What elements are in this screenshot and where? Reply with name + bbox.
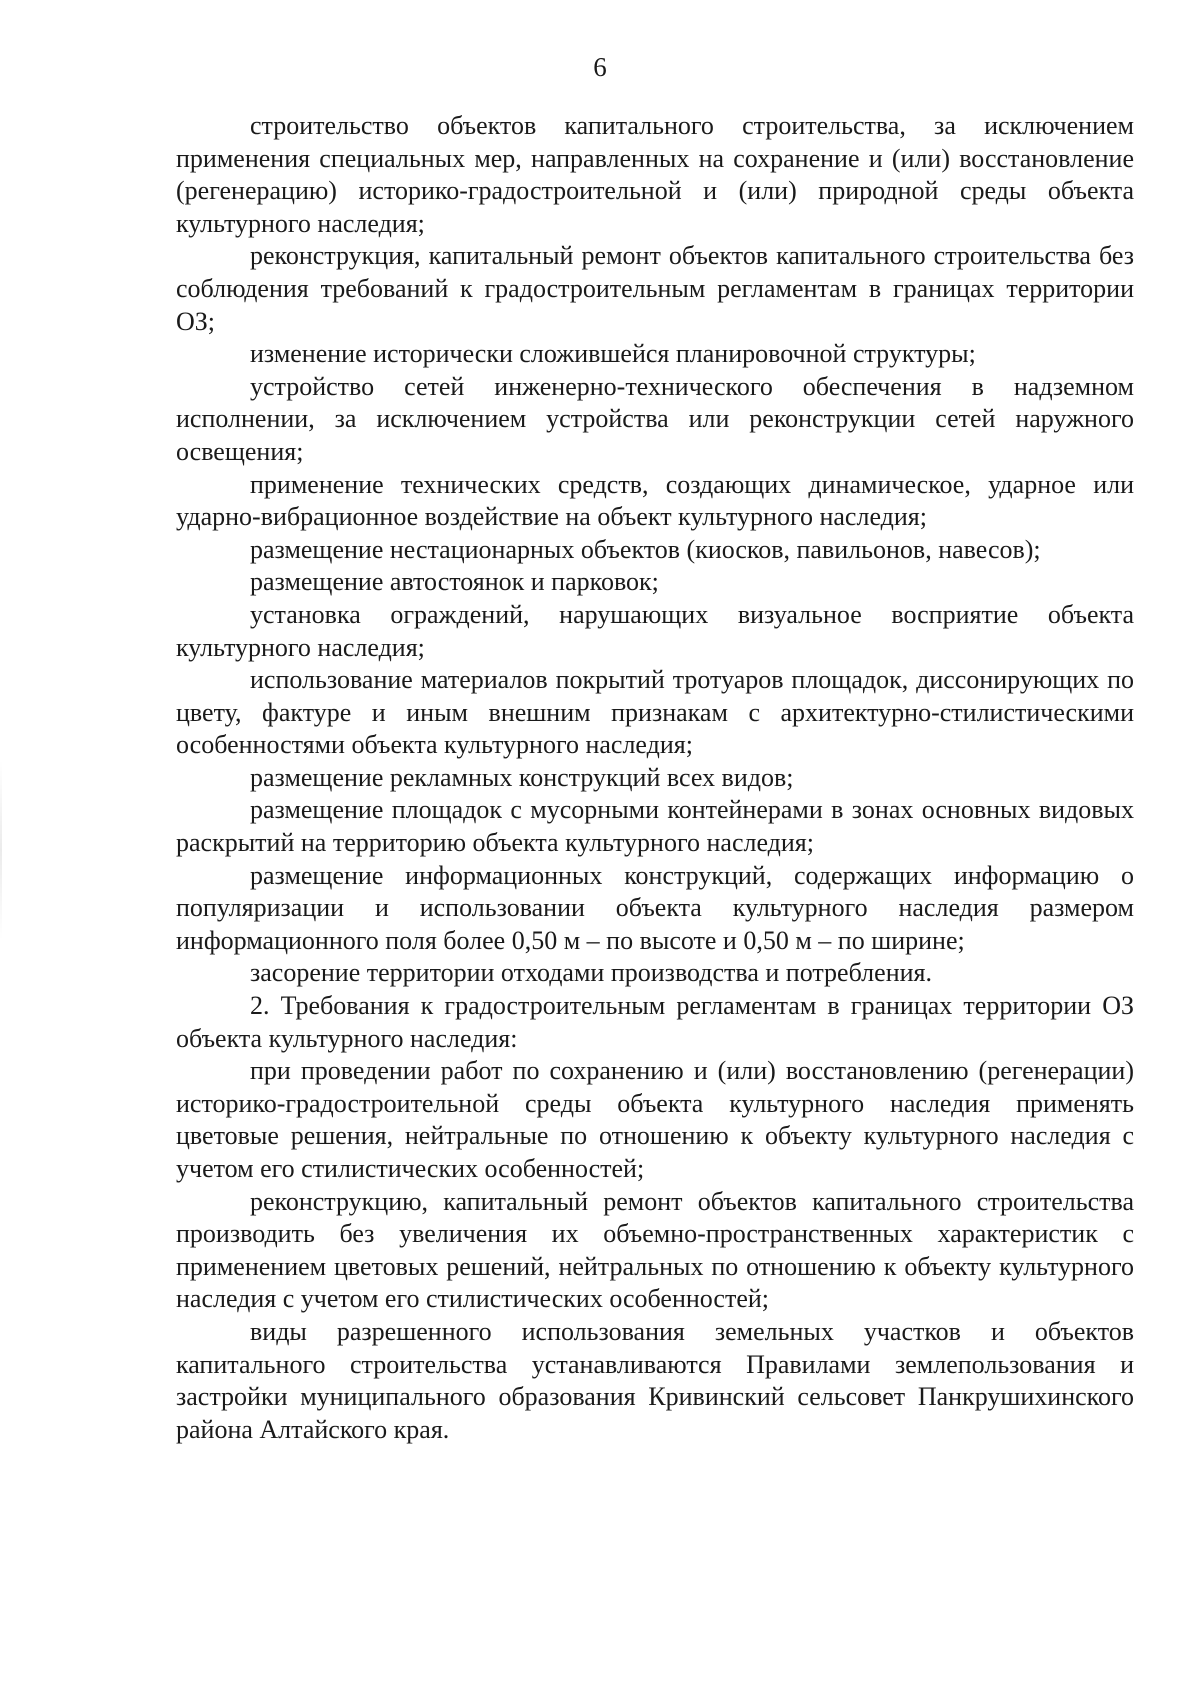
paragraph-construction-restriction: строительство объектов капитального строительства, за исключением применения специальных мер, направленных на сохранение и (или) восстановление (регенерацию) историко-градостроительной и (или) природной среды объекта культурного наследия; xyxy=(176,111,1134,238)
paragraph-waste-containers: размещение площадок с мусорными контейнерами в зонах основных видовых раскрытий на территорию объекта культурного наследия; xyxy=(176,795,1134,858)
paragraph-nonstationary-objects: размещение нестационарных объектов (киосков, павильонов, навесов); xyxy=(250,534,1041,564)
paragraph-parking: размещение автостоянок и парковок; xyxy=(250,567,659,597)
paragraph-color-solutions: при проведении работ по сохранению и (или) восстановлению (регенерации) историко-градостроительной среды объекта культурного наследия применять цветовые решения, нейтральные по отношению к объекту культурного наследия с учетом его стилистических особенностей; xyxy=(176,1056,1134,1183)
paragraph-advertising: размещение рекламных конструкций всех видов; xyxy=(250,762,794,792)
paragraph-fences: установка ограждений, нарушающих визуальное восприятие объекта культурного наследия; xyxy=(176,599,1134,662)
paragraph-reconstruction-requirements: реконструкцию, капитальный ремонт объектов капитального строительства производить без увеличения их объемно-пространственных характеристик с применением цветовых решений, нейтральных по отношению к объекту культурного наследия с учетом его стилистических особенностей; xyxy=(176,1186,1134,1314)
paragraph-technical-means: применение технических средств, создающих динамическое, ударное или ударно-вибрационное воздействие на объект культурного наследия; xyxy=(176,469,1134,532)
paragraph-littering: засорение территории отходами производства и потребления. xyxy=(250,958,932,988)
paragraph-land-use-types: виды разрешенного использования земельных участков и объектов капитального строительства устанавливаются Правилами землепользования и застройки муниципального образования Кривинский сельсовет Панкрушихинского района Алтайского края. xyxy=(176,1316,1134,1444)
paragraph-engineering-networks: устройство сетей инженерно-технического обеспечения в надземном исполнении, за исключением устройства или реконструкции сетей наружного освещения; xyxy=(176,371,1134,466)
page-number: 6 xyxy=(593,52,607,82)
paragraph-materials: использование материалов покрытий тротуаров площадок, диссонирующих по цвету, фактуре и иным внешним признакам с архитектурно-стилистическими особенностями объекта культурного наследия; xyxy=(176,665,1134,760)
paragraph-planning-structure: изменение исторически сложившейся планировочной структуры; xyxy=(250,339,976,369)
paragraph-information-structures: размещение информационных конструкций, содержащих информацию о популяризации и использовании объекта культурного наследия размером информационного поля более 0,50 м – по высоте и 0,50 м – по ширине; xyxy=(176,860,1134,955)
scan-edge-shadow xyxy=(0,760,2,940)
paragraph-reconstruction-restriction: реконструкция, капитальный ремонт объектов капитального строительства без соблюдения требований к градостроительным регламентам в границах территории ОЗ; xyxy=(176,241,1134,336)
paragraph-section-2-heading: 2. Требования к градостроительным регламентам в границах территории ОЗ объекта культурного наследия: xyxy=(176,991,1134,1053)
document-body xyxy=(176,110,1134,1446)
